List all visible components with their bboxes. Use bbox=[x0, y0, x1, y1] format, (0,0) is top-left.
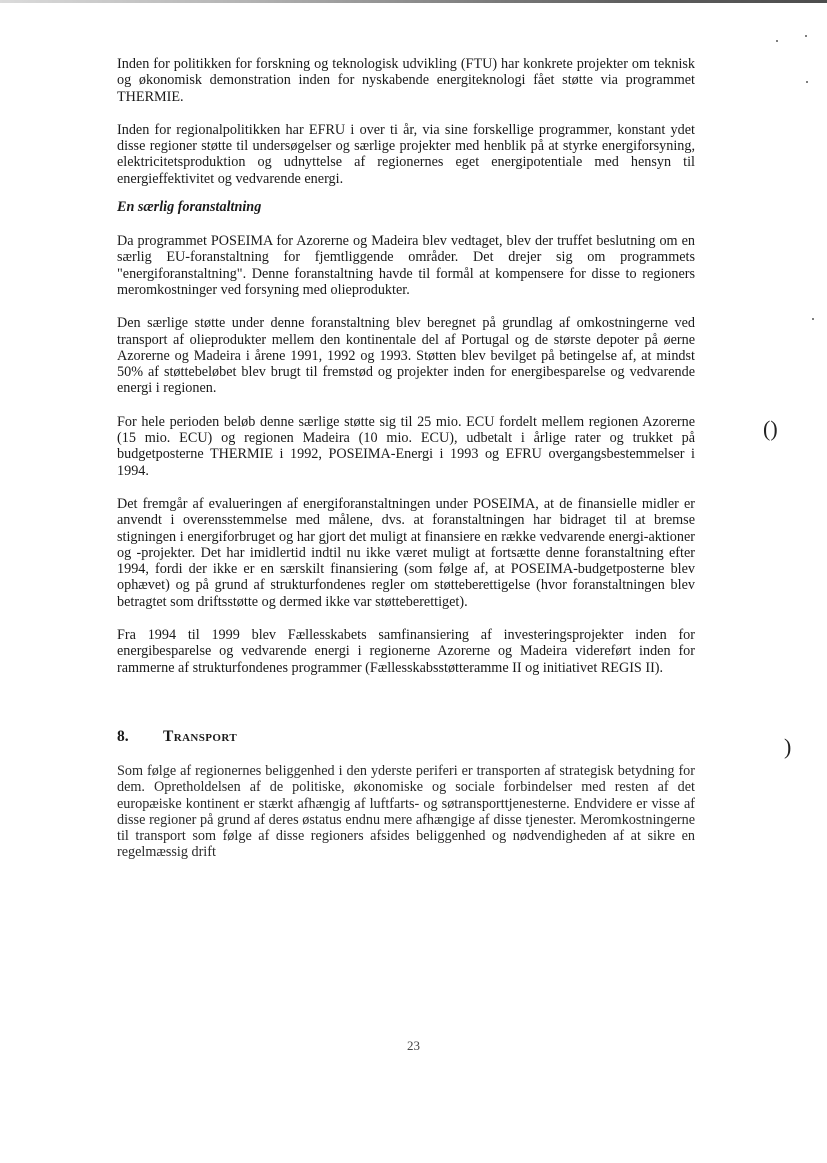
subheading: En særlig foranstaltning bbox=[117, 199, 262, 216]
margin-mark-bottom: ) bbox=[784, 734, 792, 759]
paragraph-regional-policy: Inden for regionalpolitikken har EFRU i over ti år, via sine forskellige programmer, konstant ydet disse regioner støtte til undersøgelser og særlige projekter med henblik på at styrke energiforsyning, elektricitetsproduktion og udnyttelse af regionernes eget energipotentiale med hensyn til energieffektivitet og vedvarende energi. bbox=[117, 121, 695, 187]
paragraph-cofinancing: Fra 1994 til 1999 blev Fællesskabets samfinansiering af investeringsprojekter inden for energibesparelse og vedvarende energi i regionerne Azorerne og Madeira videreført inden for rammerne af strukturfondenes programmer (Fællesskabsstøtteramme II og initiativet REGIS II). bbox=[117, 627, 695, 676]
margin-mark-top: () bbox=[763, 416, 778, 441]
paragraph-evaluation: Det fremgår af evalueringen af energiforanstaltningen under POSEIMA, at de finansielle midler er anvendt i overensstemmelse med målene, dvs. at foranstaltningen har bidraget til at bremse stigningen i energiforbruget og har gjort det muligt at finansiere en række vedvarende energi-aktioner og -projekter. Det har imidlertid indtil nu ikke været muligt at fortsætte denne foranstaltning efter 1994, fordi der ikke er en særskilt finansiering (som følge af, at POSEIMA-budgetposterne blev ophævet) og på grund af strukturfondenes regler om støtteberettigelse (hvor foranstaltningen blev betragtet som driftsstøtte og dermed ikke var støtteberettiget). bbox=[117, 495, 695, 610]
paragraph-poseima: Da programmet POSEIMA for Azorerne og Madeira blev vedtaget, blev der truffet beslutning om en særlig EU-foranstaltning for fjemtliggende områder. Det drejer sig om programmets "energiforanstaltning". Denne foranstaltning havde til formål at kompensere for disse to regioners meromkostninger ved forsyning med olieprodukter. bbox=[117, 233, 695, 298]
paragraph-special-support: Den særlige støtte under denne foranstaltning blev beregnet på grundlag af omkostningerne ved transport af olieprodukter mellem den kontinentale del af Portugal og de største depoter på øerne Azorerne og Madeira i årene 1991, 1992 og 1993. Støtten blev bevilget på betingelse af, at mindst 50% af støttebeløbet blev brugt til fremstød og projekter inden for energibesparelse og vedvarende energi i regionen. bbox=[117, 315, 695, 397]
paragraph-transport: Som følge af regionernes beliggenhed i den yderste periferi er transporten af strategisk betydning for dem. Opretholdelsen af de politiske, økonomiske og sociale forbindelser med resten af det europæiske kontinent er stærkt afhængig af luftfarts- og søtransporttjenesterne. Endvidere er visse af disse regioner på grund af deres østatus endnu mere afhængige af disse tjenester. Meromkostningerne til transport som følge af disse regioners afsides beliggenhed og nødvendigheden af at sikre en regelmæssig drift bbox=[117, 762, 695, 861]
scan-top-edge bbox=[0, 0, 827, 3]
paragraph-amount: For hele perioden beløb denne særlige støtte sig til 25 mio. ECU fordelt mellem regionen Azorerne (15 mio. ECU) og regionen Madeira (10 mio. ECU), udbetalt i årlige rater og trukket på budgetposterne THERMIE i 1992, POSEIMA-Energi i 1993 og EFRU overgangsbestemmelser i 1994. bbox=[117, 413, 695, 479]
scan-speck bbox=[812, 318, 814, 320]
scan-speck bbox=[806, 81, 808, 83]
page-number: 23 bbox=[407, 1038, 420, 1053]
document-page bbox=[117, 56, 695, 861]
paragraph-ftu: Inden for politikken for forskning og teknologisk udvikling (FTU) har konkrete projekter om teknisk og økonomisk demonstration inden for nyskabende energiteknologi fået støtte via programmet THERMIE. bbox=[117, 56, 695, 105]
section-number: 8. bbox=[117, 727, 129, 745]
scan-speck bbox=[776, 40, 778, 42]
scan-speck bbox=[805, 35, 807, 37]
section-heading bbox=[117, 728, 695, 746]
section-title: Transport bbox=[163, 727, 238, 745]
